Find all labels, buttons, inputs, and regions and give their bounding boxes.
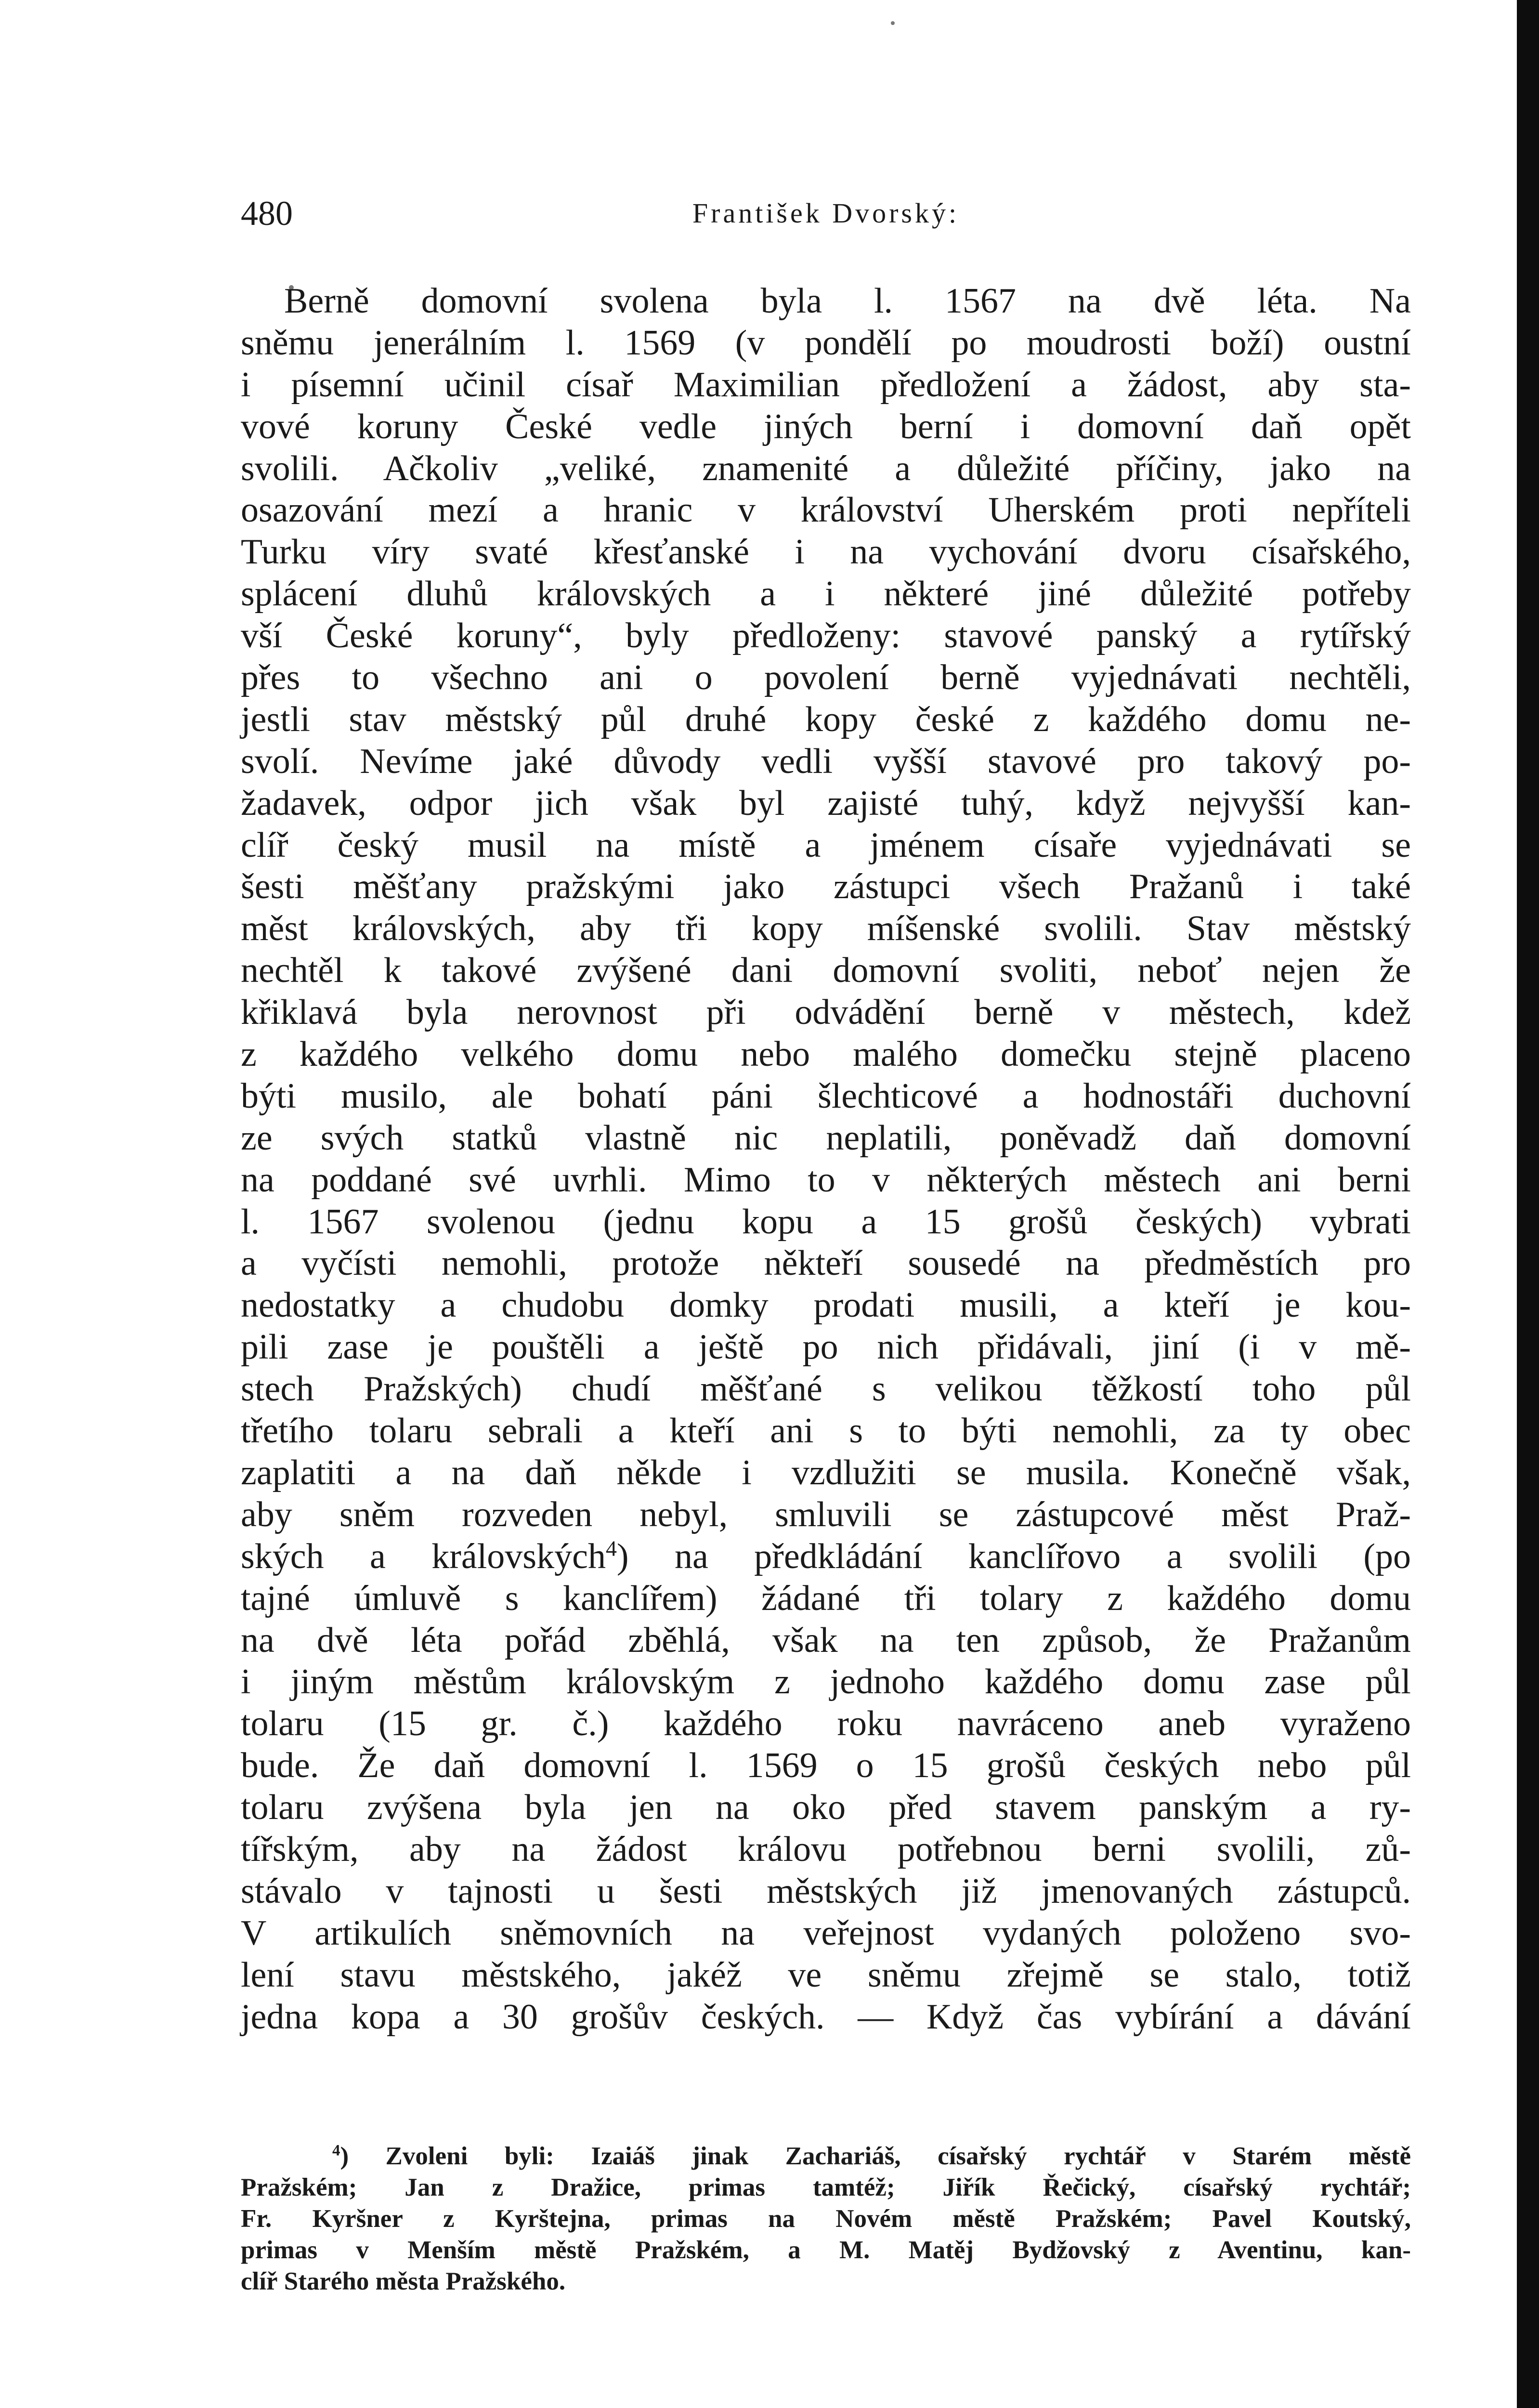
page-number: 480 [241, 194, 293, 233]
running-head: František Dvorský: [692, 197, 960, 229]
text-fragment: ) na předkládání kanclířovo a svolili (po [616, 1536, 1411, 1576]
text-fragment: ) Zvoleni byli: Izaiáš jinak Zachariáš, císařský rychtář v Starém městě [340, 2142, 1411, 2170]
text-line: býti musilo, ale bohatí páni šlechticové a hodnostáři duchovní [241, 1076, 1411, 1116]
text-line: křiklavá byla nerovnost při odvádění berně v městech, kdež [241, 993, 1411, 1033]
text-line: i jiným městům královským z jednoho každého domu zase půl [241, 1662, 1411, 1702]
text-line: jedna kopa a 30 grošův českých. — Když čas vybírání a dávání [241, 1997, 1411, 2037]
text-line: nedostatky a chudobu domky prodati musili, a kteří je kou- [241, 1285, 1411, 1325]
text-line: a vyčísti nemohli, protože někteří sousedé na předměstích pro [241, 1243, 1411, 1283]
footnote-line: primas v Menším městě Pražském, a M. Matěj Bydžovský z Aventinu, kan- [241, 2236, 1411, 2264]
text-line: aby sněm rozveden nebyl, smluvili se zástupcové měst Praž- [241, 1494, 1411, 1534]
footnote-line: clíř Starého města Pražského. [241, 2267, 566, 2295]
text-line: tířským, aby na žádost královu potřebnou berni svolili, zů- [241, 1829, 1411, 1869]
footnote-marker: 4 [332, 2142, 340, 2159]
text-line: stávalo v tajnosti u šesti městských již jmenovaných zástupců. [241, 1871, 1411, 1911]
text-line: Turku víry svaté křesťanské i na vychování dvoru císařského, [241, 532, 1411, 572]
footnote-line: Pražském; Jan z Dražice, primas tamtéž; Jiřík Řečický, císařský rychtář; [241, 2173, 1411, 2201]
text-line: stech Pražských) chudí měšťané s velikou těžkostí toho půl [241, 1369, 1411, 1409]
text-line: tolaru zvýšena byla jen na oko před stavem panským a ry- [241, 1788, 1411, 1828]
text-line: na dvě léta pořád zběhlá, však na ten způsob, že Pražanům [241, 1620, 1411, 1660]
text-line: na poddané své uvrhli. Mimo to v některých městech ani berni [241, 1160, 1411, 1200]
footnote-line [241, 2141, 1411, 2172]
text-line: tolaru (15 gr. č.) každého roku navráceno aneb vyraženo [241, 1704, 1411, 1744]
text-line: svolí. Nevíme jaké důvody vedli vyšší stavové pro takový po- [241, 741, 1411, 781]
text-line: V artikulích sněmovních na veřejnost vydaných položeno svo- [241, 1913, 1411, 1953]
text-line: svolili. Ačkoliv „veliké, znamenité a důležité příčiny, jako na [241, 448, 1411, 488]
text-line: bude. Že daň domovní l. 1569 o 15 grošů českých nebo půl [241, 1746, 1411, 1786]
text-line: z každého velkého domu nebo malého domečku stejně placeno [241, 1034, 1411, 1074]
text-line: l. 1567 svolenou (jednu kopu a 15 grošů českých) vybrati [241, 1202, 1411, 1242]
page-header [241, 187, 1411, 240]
text-line: třetího tolaru sebrali a kteří ani s to býti nemohli, za ty obec [241, 1411, 1411, 1451]
scan-edge-right [1517, 0, 1539, 2408]
text-line: vové koruny České vedle jiných berní i domovní daň opět [241, 406, 1411, 446]
text-line: přes to všechno ani o povolení berně vyjednávati nechtěli, [241, 658, 1411, 698]
text-line: lení stavu městského, jakéž ve sněmu zřejmě se stalo, totiž [241, 1955, 1411, 1995]
text-line: i písemní učinil císař Maximilian předložení a žádost, aby sta- [241, 365, 1411, 405]
footnote-reference: 4 [605, 1536, 617, 1561]
text-line: sněmu jenerálním l. 1569 (v pondělí po moudrosti boží) oustní [241, 323, 1411, 363]
text-line: jestli stav městský půl druhé kopy české z každého domu ne- [241, 699, 1411, 739]
text-line: žadavek, odpor jich však byl zajisté tuhý, když nejvyšší kan- [241, 783, 1411, 823]
text-fragment: ských a královských [241, 1536, 606, 1576]
text-line: vší České koruny“, byly předloženy: stavové panský a rytířský [241, 616, 1411, 656]
text-line: Berně domovní svolena byla l. 1567 na dvě léta. Na [284, 281, 1411, 321]
text-line: splácení dluhů královských a i některé jiné důležité potřeby [241, 574, 1411, 614]
footnote [241, 2141, 1411, 2297]
scan-speck [891, 21, 895, 25]
text-line-with-footnote-ref [241, 1536, 1411, 1578]
text-line: clíř český musil na místě a jménem císaře vyjednávati se [241, 825, 1411, 865]
body-text [241, 280, 1411, 2038]
text-line: šesti měšťany pražskými jako zástupci všech Pražanů i také [241, 867, 1411, 907]
footnote-line: Fr. Kyršner z Kyrštejna, primas na Novém městě Pražském; Pavel Koutský, [241, 2205, 1411, 2233]
text-line: zaplatiti a na daň někde i vzdlužiti se musila. Konečně však, [241, 1453, 1411, 1492]
text-line: tajné úmluvě s kanclířem) žádané tři tolary z každého domu [241, 1578, 1411, 1618]
text-line: měst královských, aby tři kopy míšenské svolili. Stav městský [241, 909, 1411, 949]
text-line: pili zase je pouštěli a ještě po nich přidávali, jiní (i v mě- [241, 1327, 1411, 1367]
text-line: osazování mezí a hranic v království Uherském proti nepříteli [241, 490, 1411, 530]
text-line: nechtěl k takové zvýšené dani domovní svoliti, neboť nejen že [241, 951, 1411, 991]
text-line: ze svých statků vlastně nic neplatili, poněvadž daň domovní [241, 1118, 1411, 1158]
